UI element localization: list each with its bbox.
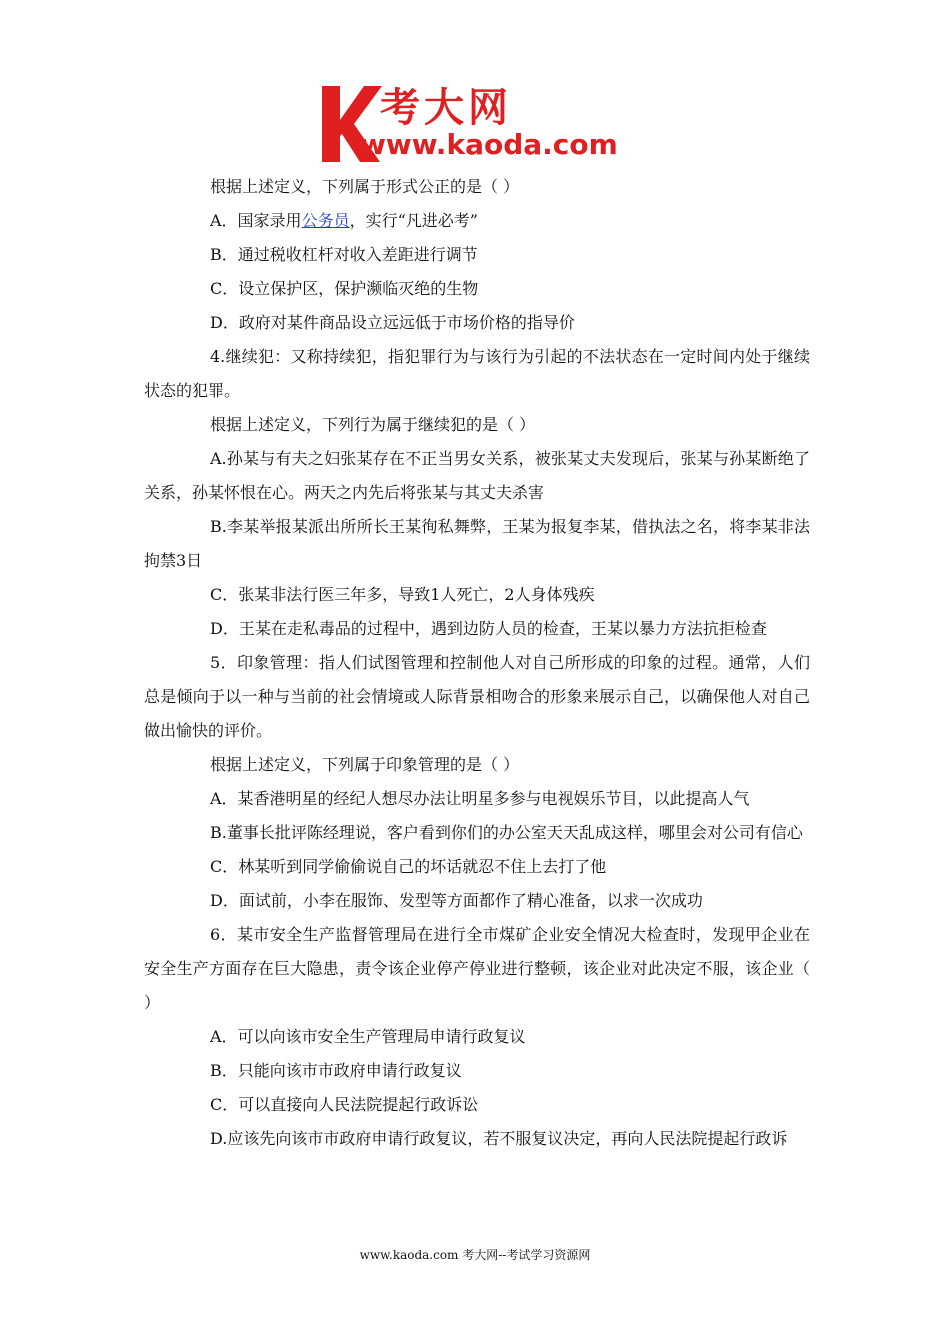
logo-chinese-text: 考大网 bbox=[380, 85, 512, 131]
q3-option-a-prefix: A．国家录用 bbox=[210, 211, 302, 230]
q5-option-b: B.董事长批评陈经理说，客户看到你们的办公室天天乱成这样，哪里会对公司有信心 bbox=[210, 823, 803, 842]
civil-servant-link[interactable]: 公务员 bbox=[301, 211, 350, 230]
q4-option-a: A.孙某与有夫之妇张某存在不正当男女关系，被张某丈夫发现后，张某与孙某断绝了关系，孙某怀恨在心。两天之内先后将张某与其丈夫杀害 bbox=[144, 449, 810, 502]
q6-option-a: A．可以向该市安全生产管理局申请行政复议 bbox=[210, 1027, 526, 1046]
q4-option-c: C．张某非法行医三年多，导致1人死亡，2人身体残疾 bbox=[210, 585, 595, 604]
q5-prompt: 根据上述定义，下列属于印象管理的是（ ） bbox=[210, 755, 520, 774]
q3-prompt: 根据上述定义，下列属于形式公正的是（ ） bbox=[210, 177, 520, 196]
q5-option-d: D．面试前，小李在服饰、发型等方面都作了精心准备，以求一次成功 bbox=[210, 891, 703, 910]
document-body bbox=[144, 170, 810, 1156]
q5-option-c: C．林某听到同学偷偷说自己的坏话就忍不住上去打了他 bbox=[210, 857, 607, 876]
q6-option-b: B．只能向该市市政府申请行政复议 bbox=[210, 1061, 462, 1080]
q6-option-c: C．可以直接向人民法院提起行政诉讼 bbox=[210, 1095, 479, 1114]
page-footer: www.kaoda.com 考大网--考试学习资源网 bbox=[359, 1248, 591, 1262]
q4-prompt: 根据上述定义，下列行为属于继续犯的是（ ） bbox=[210, 415, 536, 434]
kaoda-logo bbox=[318, 84, 658, 164]
q6-stem: 6．某市安全生产监督管理局在进行全市煤矿企业安全情况大检查时，发现甲企业在安全生产方面存在巨大隐患，责令该企业停产停业进行整顿，该企业对此决定不服，该企业（ ） bbox=[144, 925, 810, 1012]
q4-definition: 4.继续犯：又称持续犯，指犯罪行为与该行为引起的不法状态在一定时间内处于继续状态的犯罪。 bbox=[144, 347, 810, 400]
q3-option-a-suffix: ，实行“凡进必考” bbox=[349, 211, 478, 230]
q4-option-d: D．王某在走私毒品的过程中，遇到边防人员的检查，王某以暴力方法抗拒检查 bbox=[210, 619, 767, 638]
q3-option-b: B．通过税收杠杆对收入差距进行调节 bbox=[210, 245, 478, 264]
q3-option-a bbox=[144, 204, 810, 238]
q3-option-d: D．政府对某件商品设立远远低于市场价格的指导价 bbox=[210, 313, 575, 332]
q5-definition: 5．印象管理：指人们试图管理和控制他人对自己所形成的印象的过程。通常，人们总是倾向于以一种与当前的社会情境或人际背景相吻合的形象来展示自己，以确保他人对自己做出愉快的评价。 bbox=[144, 653, 810, 740]
q4-option-b: B.李某举报某派出所所长王某徇私舞弊，王某为报复李某，借执法之名，将李某非法拘禁3日 bbox=[144, 517, 810, 570]
q5-option-a: A．某香港明星的经纪人想尽办法让明星多参与电视娱乐节目，以此提高人气 bbox=[210, 789, 750, 808]
logo-url-text: www.kaoda.com bbox=[360, 128, 618, 161]
q3-option-c: C．设立保护区，保护濒临灭绝的生物 bbox=[210, 279, 479, 298]
q6-option-d: D.应该先向该市市政府申请行政复议，若不服复议决定，再向人民法院提起行政诉 bbox=[210, 1129, 788, 1148]
